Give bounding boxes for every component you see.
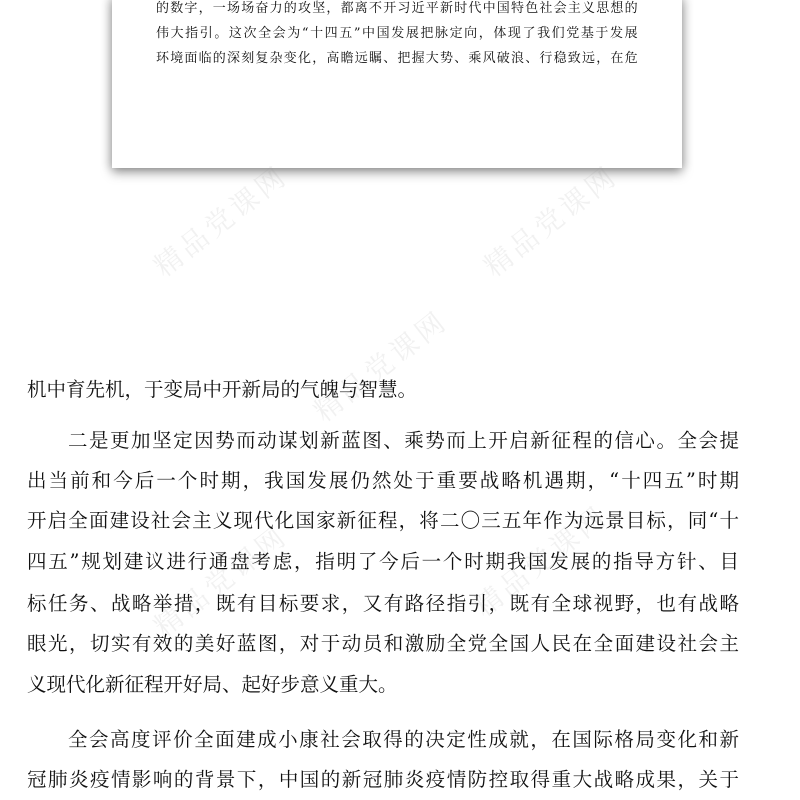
card-text-line: 伟大指引。这次全会为“十四五”中国发展把脉定向，体现了我们党基于发展 [156,26,638,41]
body-text-line: 标任务、战略举措，既有目标要求，又有路径指引，既有全球视野，也有战略 [27,592,739,615]
watermark: 精品党课网 [147,518,295,644]
body-text-line: 机中育先机，于变局中开新局的气魄与智慧。 [27,378,418,401]
paragraph-first-line: 全会高度评价全面建成小康社会取得的决定性成就，在国际格局变化和新 [68,728,739,751]
document-preview-card [112,0,682,168]
body-text-line: 四五”规划建议进行通盘考虑，指明了今后一个时期我国发展的指导方针、目 [27,550,739,573]
body-text-line: 开启全面建设社会主义现代化国家新征程，将二〇三五年作为远景目标，同“十 [27,509,739,532]
body-text-line: 眼光，切实有效的美好蓝图，对于动员和激励全党全国人民在全面建设社会主 [27,632,739,655]
paragraph-first-line: 二是更加坚定因势而动谋划新蓝图、乘势而上开启新征程的信心。全会提 [68,429,739,452]
body-text-line: 出当前和今后一个时期，我国发展仍然处于重要战略机遇期，“十四五”时期 [27,469,739,492]
card-text-line: 环境面临的深刻复杂变化，高瞻远瞩、把握大势、乘风破浪、行稳致远，在危 [156,51,638,66]
body-text-line: 冠肺炎疫情影响的背景下，中国的新冠肺炎疫情防控取得重大战略成果，关于 [27,768,739,791]
body-text-line: 义现代化新征程开好局、起好步意义重大。 [27,673,398,696]
watermark: 精品党课网 [477,158,625,284]
watermark: 精品党课网 [147,158,295,284]
watermark: 精品党课网 [467,498,615,624]
watermark: 精品党课网 [307,303,455,429]
card-text-line: 的数字，一场场奋力的攻坚，都离不开习近平新时代中国特色社会主义思想的 [156,1,638,16]
